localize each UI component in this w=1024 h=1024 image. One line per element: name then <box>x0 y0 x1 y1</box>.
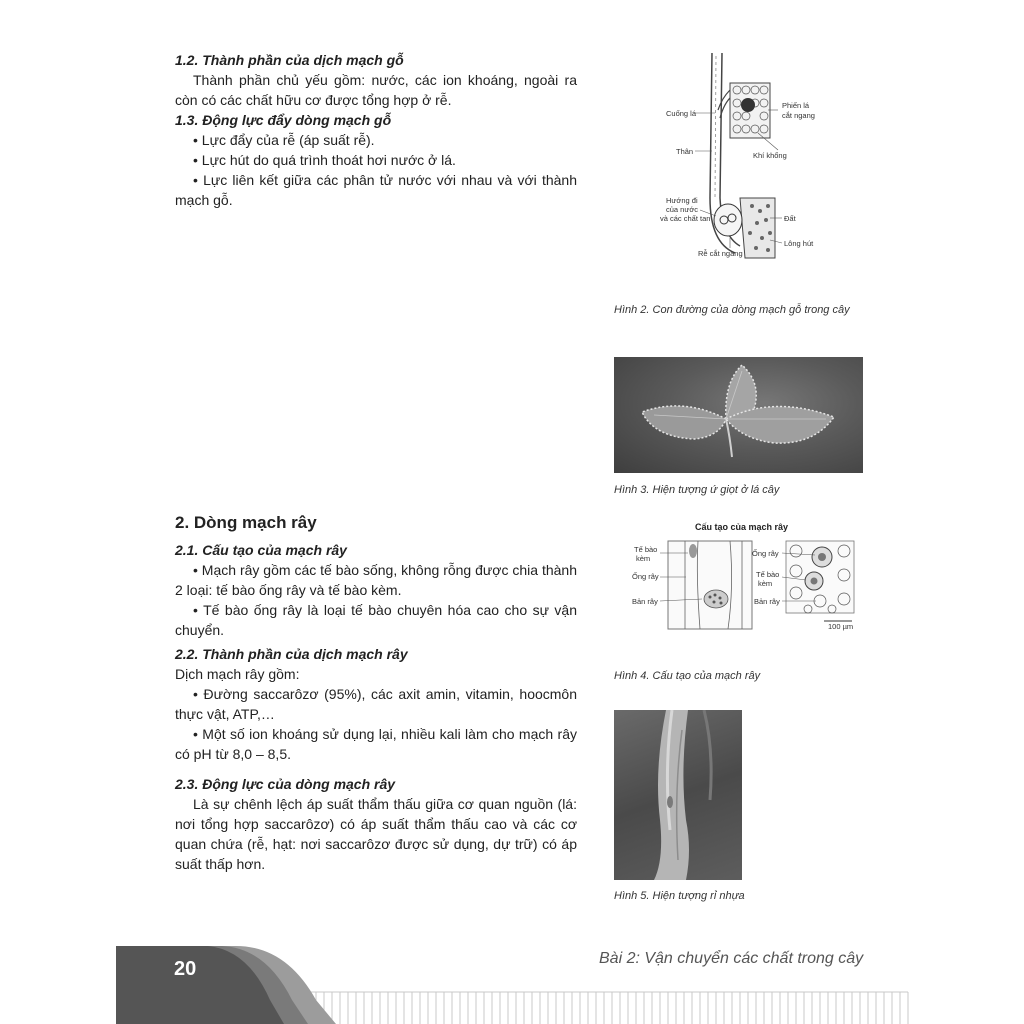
label-companion-left: Tế bào <box>634 545 658 554</box>
figure-5-caption: Hình 5. Hiện tượng rỉ nhựa <box>614 890 745 902</box>
paragraph-2-3: Là sự chênh lệch áp suất thẩm thấu giữa cơ quan nguồn (lá: nơi tổng hợp saccarôzơ) có áp suất thẩm thấu cao và các cơ quan chứa (rễ, hạt: nơi saccarôzơ được sử dụng, dự trữ) có áp suất thấp hơn. <box>175 796 577 872</box>
heading-2-1: 2.1. Cấu tạo của mạch rây <box>175 542 347 558</box>
label-flow-2: của nước <box>666 205 699 214</box>
heading-1-2: 1.2. Thành phần của dịch mạch gỗ <box>175 52 404 68</box>
lesson-title: Bài 2: Vận chuyển các chất trong cây <box>599 950 864 967</box>
list-item: • Lực liên kết giữa các phân tử nước với nhau và với thành mạch gỗ. <box>175 172 577 208</box>
label-sieve-plate-left: Bản rây <box>632 597 658 606</box>
paragraph-1-2: Thành phần chủ yếu gồm: nước, các ion khoáng, ngoài ra còn có các chất hữu cơ được tổng hợp ở rễ. <box>175 72 577 108</box>
heading-2: 2. Dòng mạch rây <box>175 513 317 532</box>
figure-2-caption: Hình 2. Con đường của dòng mạch gỗ trong cây <box>614 304 850 316</box>
label-leaf-blade-2: cắt ngang <box>782 111 815 120</box>
label-companion-right: Tế bào <box>756 570 780 579</box>
label-flow-1: Hướng đi <box>666 196 698 205</box>
label-sieve-plate-right: Bản rây <box>754 597 780 606</box>
heading-2-3: 2.3. Động lực của dòng mạch rây <box>175 776 396 792</box>
tree-trunk-icon <box>614 710 742 880</box>
label-stem: Thân <box>676 147 694 156</box>
list-item: • Một số ion khoáng sử dụng lại, nhiều kali làm cho mạch rây có pH từ 8,0 – 8,5. <box>175 726 577 762</box>
label-leaf-blade: Phiến lá <box>782 101 810 110</box>
label-flow-3: và các chất tan <box>660 214 711 223</box>
list-item: • Đường saccarôzơ (95%), các axit amin, vitamin, hoocmôn thực vật, ATP,… <box>175 686 577 722</box>
page-number: 20 <box>174 958 197 980</box>
label-petiole: Cuống lá <box>666 109 697 118</box>
leaf-icon <box>614 357 863 473</box>
figure-4-phloem-diagram <box>630 537 860 637</box>
left-column <box>175 50 577 874</box>
label-root-hair: Lông hút <box>784 239 814 248</box>
figure-3-photo <box>614 357 863 473</box>
label-sieve-tube-left: Ống rây <box>632 572 659 581</box>
figure-4-title: Cấu tạo của mạch rây <box>695 522 789 532</box>
footer-decoration <box>0 940 1024 1024</box>
label-sieve-tube-right: Ống rây <box>752 549 779 558</box>
figure-2-xylem-diagram <box>640 48 840 273</box>
heading-1-3: 1.3. Động lực đẩy dòng mạch gỗ <box>175 112 392 128</box>
label-root-section: Rễ cắt ngang <box>698 249 743 258</box>
list-item: • Mạch rây gồm các tế bào sống, không rỗng được chia thành 2 loại: tế bào ống rây và tế bào kèm. <box>175 562 577 598</box>
label-soil: Đất <box>784 214 796 223</box>
label-companion-left-2: kèm <box>636 554 651 563</box>
figure-4-caption: Hình 4. Cấu tạo của mạch rây <box>614 670 761 682</box>
figure-3-caption: Hình 3. Hiện tượng ứ giọt ở lá cây <box>614 484 780 496</box>
paragraph-2-2-intro: Dịch mạch rây gồm: <box>175 666 300 682</box>
figure-5-photo <box>614 710 742 880</box>
label-scale: 100 µm <box>828 622 854 631</box>
list-item: • Tế bào ống rây là loại tế bào chuyên hóa cao cho sự vận chuyển. <box>175 602 577 638</box>
label-companion-right-2: kèm <box>758 579 773 588</box>
heading-2-2: 2.2. Thành phần của dịch mạch rây <box>175 646 408 662</box>
label-stomata: Khí khổng <box>753 151 787 160</box>
list-item: • Lực hút do quá trình thoát hơi nước ở lá. <box>193 152 456 168</box>
list-item: • Lực đẩy của rễ (áp suất rễ). <box>193 132 375 148</box>
